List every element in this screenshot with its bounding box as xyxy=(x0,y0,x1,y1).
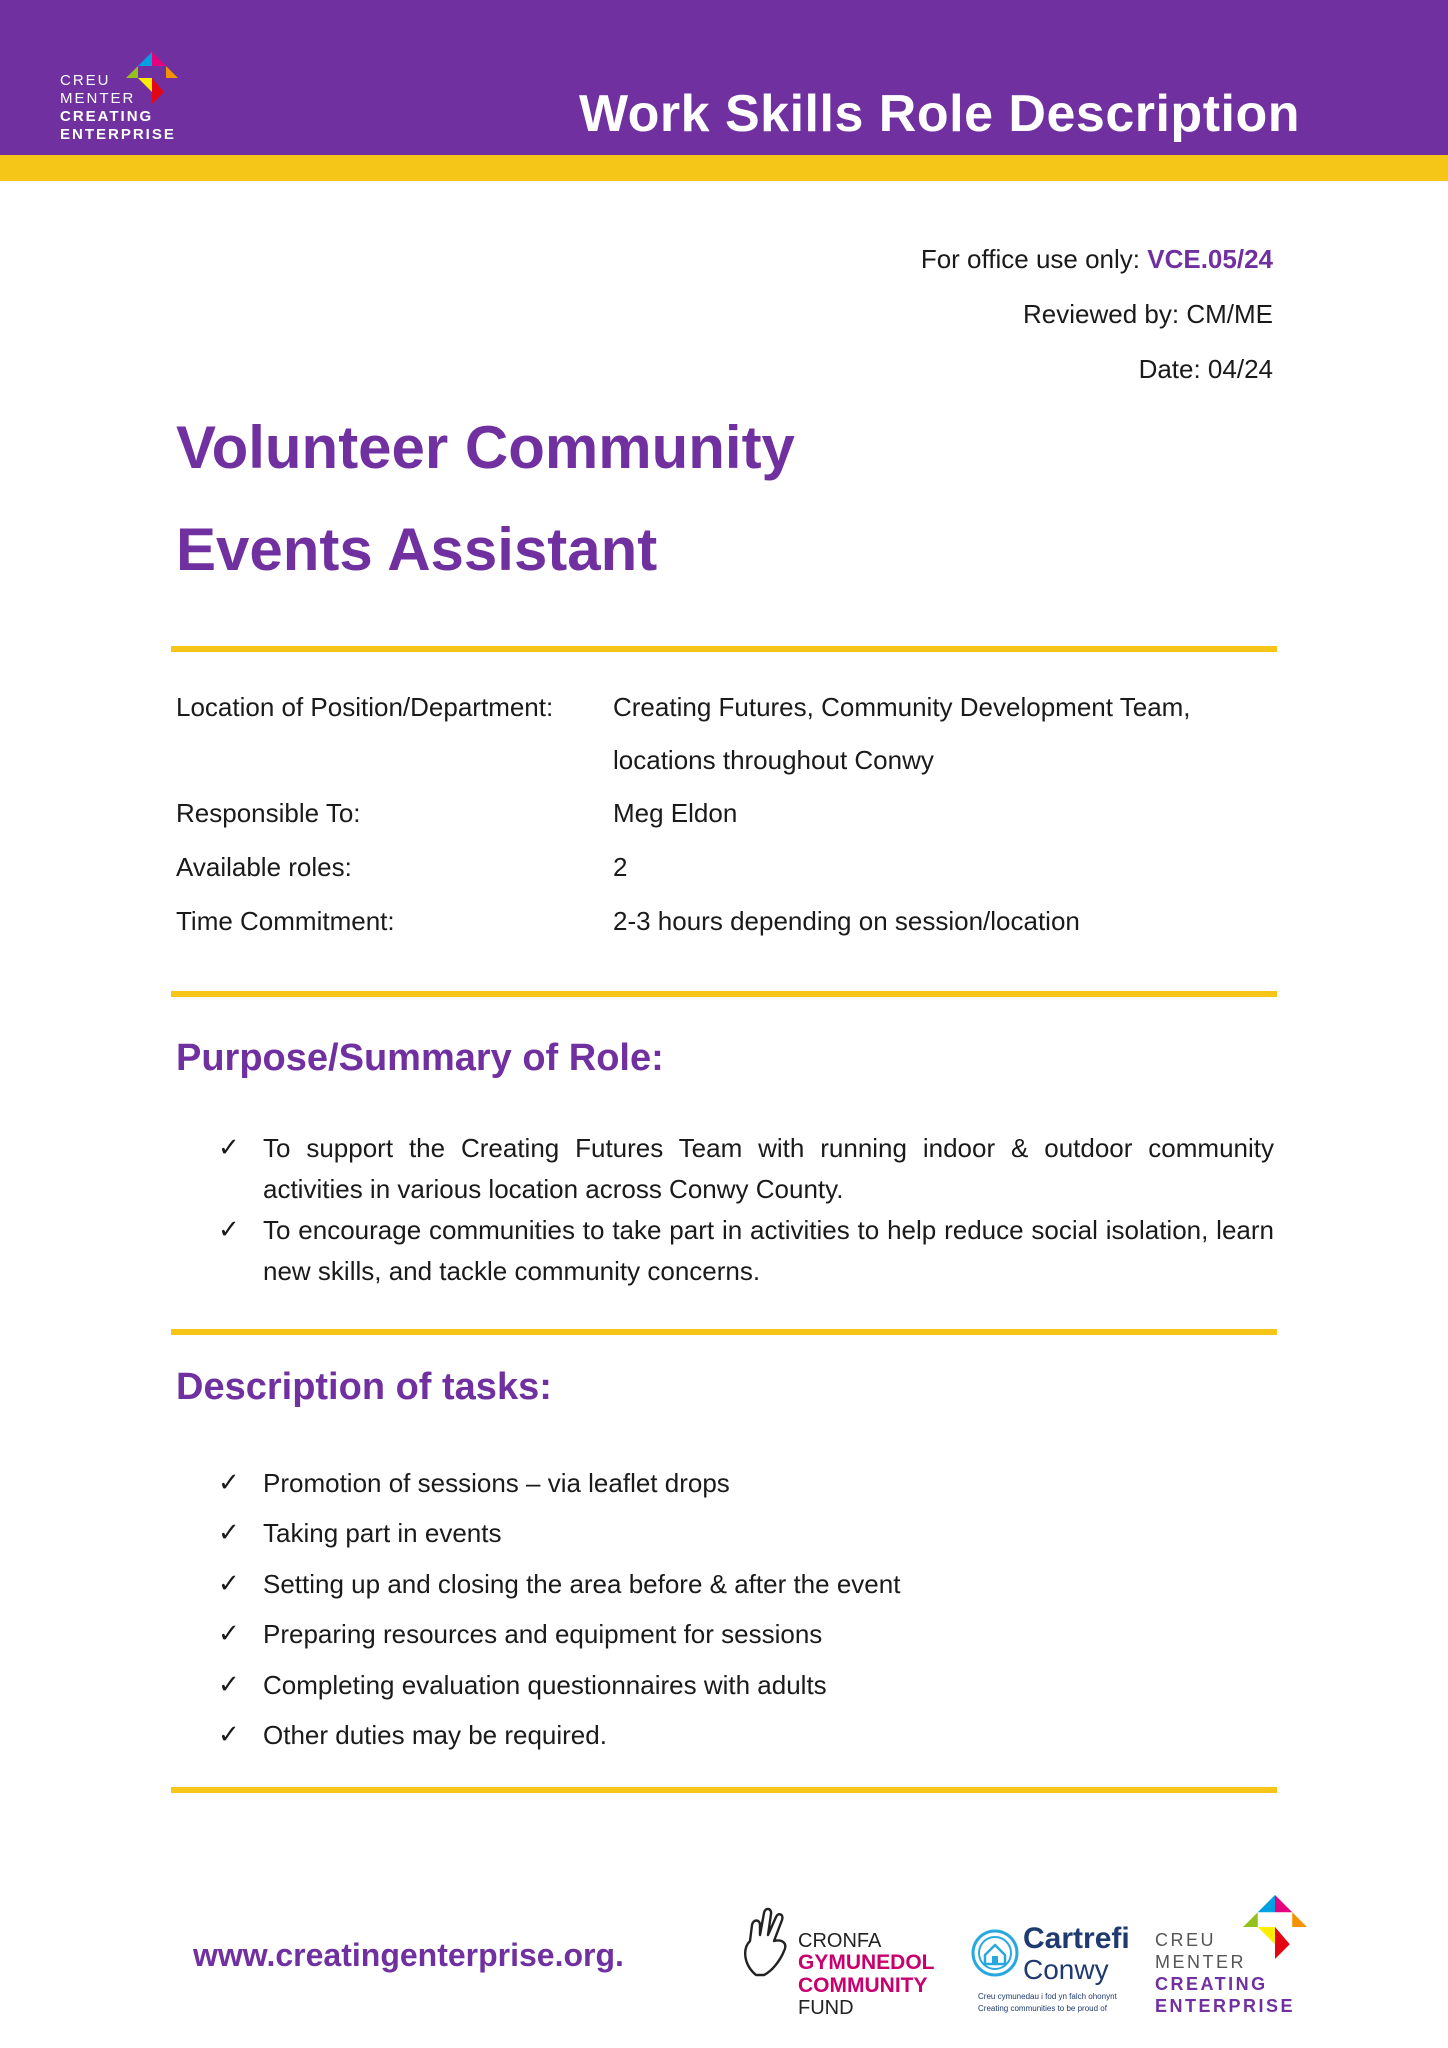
divider xyxy=(171,1787,1277,1793)
logo-line: MENTER xyxy=(1155,1952,1246,1972)
task-item-text: Taking part in events xyxy=(263,1518,502,1548)
office-use-line xyxy=(921,244,1273,275)
purpose-item-text: To support the Creating Futures Team with running indoor & outdoor community activities in various location across Conwy County. xyxy=(263,1133,1274,1204)
cartrefi-place: Conwy xyxy=(1023,1954,1109,1985)
fund-line: COMMUNITY xyxy=(798,1974,928,1997)
task-item-text: Other duties may be required. xyxy=(263,1720,607,1750)
reviewed-by: Reviewed by: CM/ME xyxy=(1023,299,1273,329)
task-item xyxy=(218,1665,1274,1706)
logo-line: MENTER xyxy=(60,90,136,107)
task-item-text: Completing evaluation questionnaires with adults xyxy=(263,1670,827,1700)
detail-label: Location of Position/Department: xyxy=(176,692,554,722)
divider xyxy=(171,991,1277,997)
cartrefi-name: Cartrefi xyxy=(1023,1922,1130,1955)
tasks-heading: Description of tasks: xyxy=(176,1366,552,1408)
hand-crossed-fingers-icon xyxy=(738,1905,800,1977)
detail-label: Time Commitment: xyxy=(176,906,395,936)
logo-line: CREU xyxy=(1155,1930,1217,1950)
detail-label: Available roles: xyxy=(176,852,352,882)
detail-value: Creating Futures, Community Development Team, xyxy=(613,692,1191,722)
check-icon: ✓ xyxy=(218,1720,240,1750)
detail-value: 2-3 hours depending on session/location xyxy=(613,906,1080,936)
check-icon: ✓ xyxy=(218,1569,240,1599)
chevron-logo-icon xyxy=(1243,1895,1307,1959)
divider xyxy=(171,1329,1277,1335)
task-item xyxy=(218,1715,1274,1756)
task-item xyxy=(218,1614,1274,1655)
cartrefi-tagline-welsh: Creu cymunedau i fod yn falch ohonynt xyxy=(978,1992,1117,2001)
check-icon: ✓ xyxy=(218,1619,240,1649)
check-icon: ✓ xyxy=(218,1215,240,1245)
header-stripe xyxy=(0,155,1448,181)
task-item-text: Preparing resources and equipment for sessions xyxy=(263,1619,823,1649)
community-fund-logo xyxy=(738,1905,948,2020)
check-icon: ✓ xyxy=(218,1133,240,1163)
task-item-text: Setting up and closing the area before & after the event xyxy=(263,1569,901,1599)
check-icon: ✓ xyxy=(218,1518,240,1548)
fund-line: FUND xyxy=(798,1997,854,2019)
detail-value: locations throughout Conwy xyxy=(613,745,934,775)
purpose-heading: Purpose/Summary of Role: xyxy=(176,1037,664,1079)
cartrefi-tagline-english: Creating communities to be proud of xyxy=(978,2004,1107,2013)
office-use-label: For office use only: xyxy=(920,244,1141,274)
document-type-title: Work Skills Role Description xyxy=(578,85,1300,143)
task-item xyxy=(218,1513,1274,1554)
website-link[interactable]: www.creatingenterprise.org. xyxy=(193,1937,624,1973)
office-use-code: VCE.05/24 xyxy=(1147,244,1273,274)
creating-enterprise-logo-footer xyxy=(1155,1895,1315,2020)
purpose-item xyxy=(218,1128,1274,1210)
detail-value: Meg Eldon xyxy=(613,798,738,828)
purpose-item xyxy=(218,1210,1274,1292)
creating-enterprise-logo xyxy=(60,48,190,148)
task-item xyxy=(218,1463,1274,1504)
logo-line: ENTERPRISE xyxy=(60,126,176,143)
divider xyxy=(171,646,1277,652)
chevron-logo-icon xyxy=(126,52,178,104)
task-item-text: Promotion of sessions – via leaflet drops xyxy=(263,1468,730,1498)
logo-line: CREU xyxy=(60,72,111,89)
fund-line: CRONFA xyxy=(798,1930,882,1952)
detail-label: Responsible To: xyxy=(176,798,361,828)
logo-line: ENTERPRISE xyxy=(1155,1996,1296,2016)
cartrefi-conwy-logo xyxy=(968,1920,1133,2020)
review-date: Date: 04/24 xyxy=(1138,354,1273,384)
role-title-line-1: Volunteer Community xyxy=(176,414,795,481)
logo-line: CREATING xyxy=(60,108,154,125)
check-icon: ✓ xyxy=(218,1670,240,1700)
task-item xyxy=(218,1564,1274,1605)
fund-line: GYMUNEDOL xyxy=(798,1951,935,1974)
logo-line: CREATING xyxy=(1155,1974,1268,1994)
purpose-item-text: To encourage communities to take part in activities to help reduce social isolation, learn new skills, and tackle community concerns. xyxy=(263,1215,1274,1286)
house-icon xyxy=(970,1928,1020,1978)
role-title-line-2: Events Assistant xyxy=(176,516,658,583)
check-icon: ✓ xyxy=(218,1468,240,1498)
detail-value: 2 xyxy=(613,852,628,882)
header-banner xyxy=(0,0,1448,155)
